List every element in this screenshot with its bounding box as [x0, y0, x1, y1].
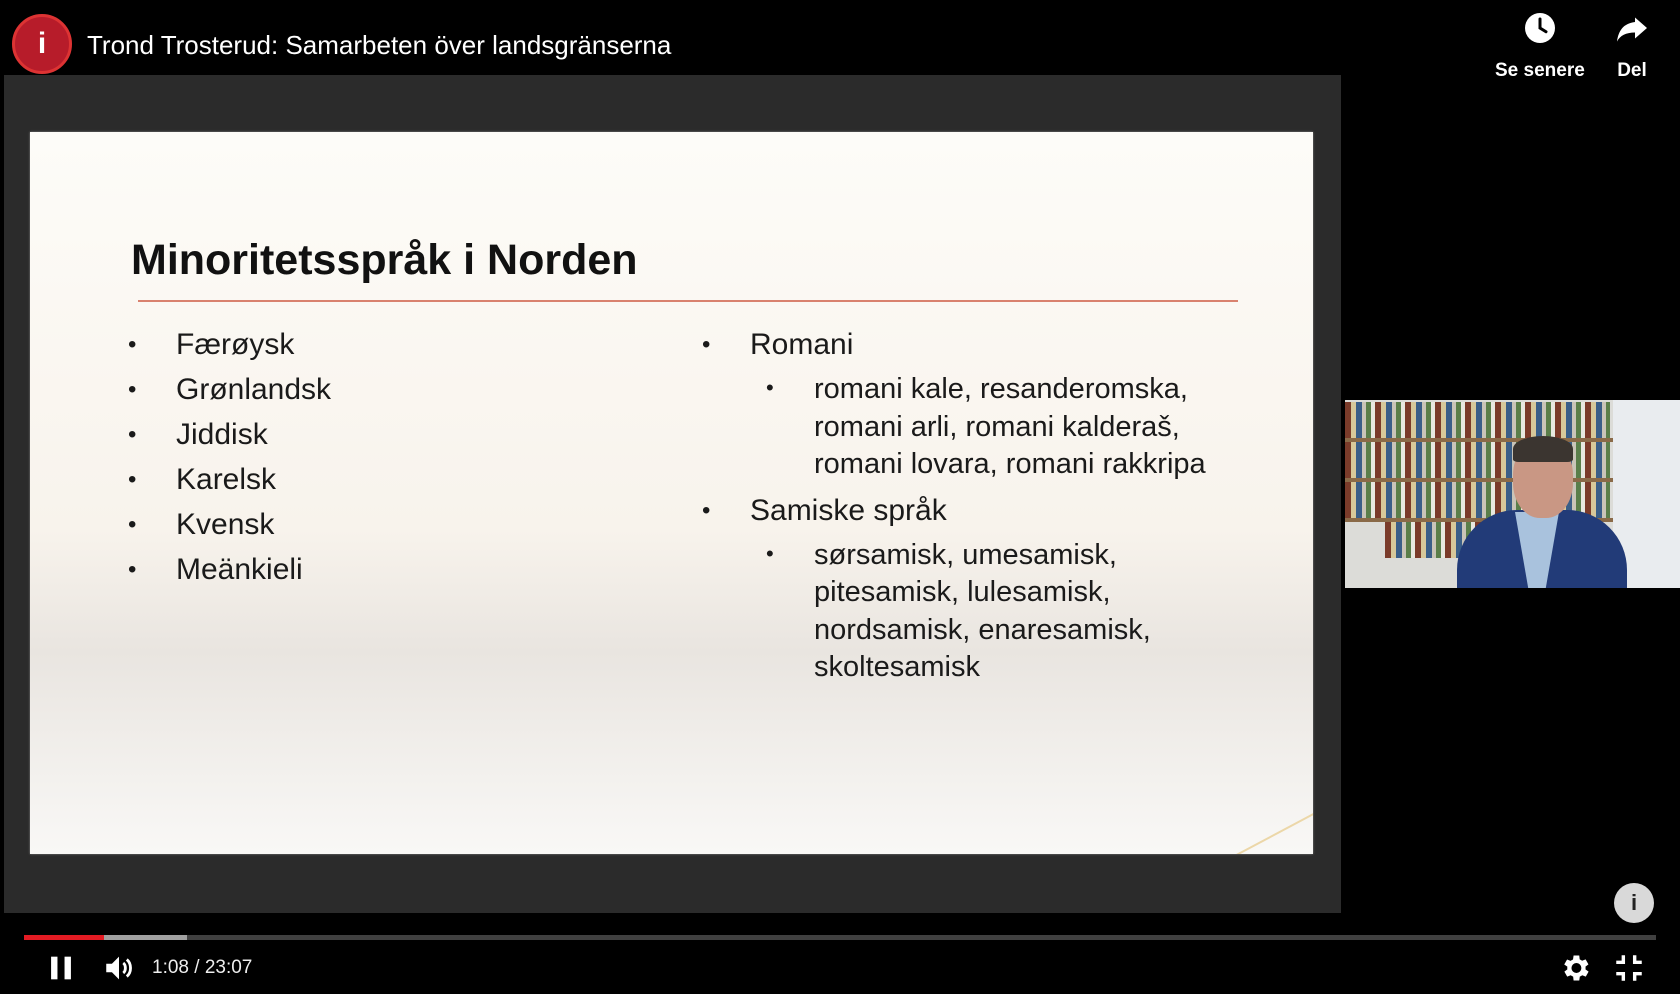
speaker-hair: [1513, 436, 1573, 462]
volume-icon: [102, 951, 136, 985]
share-button[interactable]: [1614, 10, 1650, 82]
list-item-romani: [702, 322, 1262, 488]
pause-button[interactable]: [44, 950, 78, 986]
share-icon: [1614, 10, 1650, 46]
list-item-label: Romani: [750, 328, 854, 361]
list-item: • Kvensk: [128, 502, 331, 547]
list-item: • Karelsk: [128, 457, 331, 502]
list-item: • Grønlandsk: [128, 367, 331, 412]
channel-logo-glyph: i: [37, 27, 47, 60]
clock-icon: [1522, 10, 1558, 46]
slide-title: Minoritetsspråk i Norden: [131, 236, 638, 284]
speaker-webcam: [1345, 400, 1680, 588]
watermark-glyph: i: [1630, 890, 1638, 915]
slide-right-column: [702, 322, 1262, 691]
time-display: 1:08 / 23:07: [152, 957, 253, 978]
presentation-slide: [30, 132, 1313, 854]
bookshelf: [1345, 402, 1610, 438]
list-item-samiske: [702, 488, 1262, 691]
list-item: • Jiddisk: [128, 412, 331, 457]
video-title[interactable]: Trond Trosterud: Samarbeten över landsgränserna: [87, 30, 672, 60]
list-item-label: Samiske språk: [750, 493, 947, 527]
share-label: Del: [1617, 60, 1647, 81]
volume-button[interactable]: [102, 950, 136, 986]
exit-fullscreen-icon: [1612, 951, 1646, 985]
exit-fullscreen-button[interactable]: [1612, 950, 1646, 986]
progress-bar[interactable]: [24, 935, 1656, 940]
watch-later-label: Se senere: [1495, 60, 1585, 81]
sub-list-item: • romani kale, resanderomska, romani arli, romani kalderaš, romani lovara, romani rakkripa: [766, 367, 1262, 488]
screen-share-area[interactable]: [4, 75, 1341, 913]
settings-button[interactable]: [1558, 950, 1592, 986]
list-item: • Færøysk: [128, 322, 331, 367]
pause-icon: [44, 951, 78, 985]
channel-watermark[interactable]: [1614, 883, 1654, 923]
progress-played: [24, 935, 104, 940]
decorative-line: [1017, 792, 1313, 854]
gear-icon: [1558, 951, 1592, 985]
watch-later-button[interactable]: [1495, 10, 1585, 82]
channel-logo[interactable]: [12, 14, 72, 74]
slide-title-rule: [138, 300, 1238, 302]
slide-left-column: [128, 322, 331, 592]
sub-list-item: • sørsamisk, umesamisk, pitesamisk, lulesamisk, nordsamisk, enaresamisk, skoltesamisk: [766, 533, 1262, 691]
list-item: • Meänkieli: [128, 547, 331, 592]
